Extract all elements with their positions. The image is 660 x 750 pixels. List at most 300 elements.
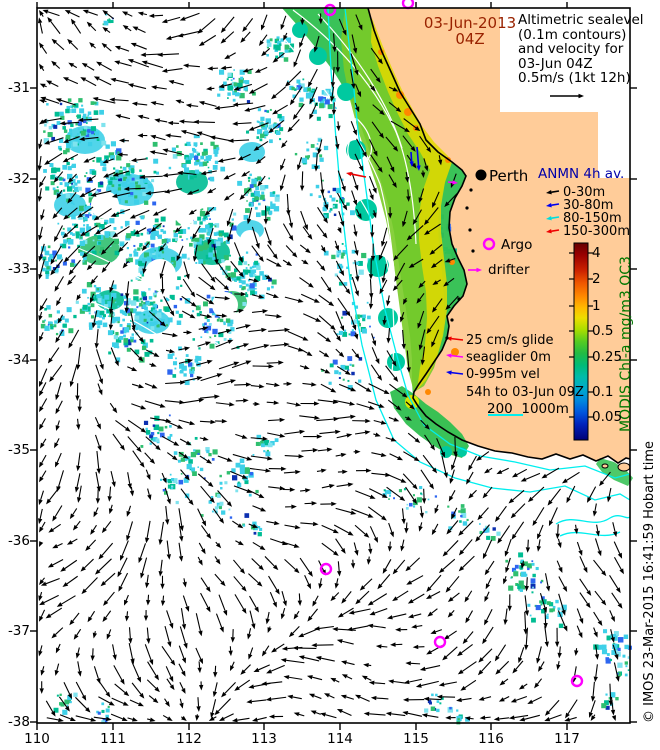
chlorophyll-speckle [167,369,172,374]
chlorophyll-speckle [84,217,88,221]
chlorophyll-speckle [242,302,246,306]
chlorophyll-speckle [175,241,177,243]
chlorophyll-speckle [243,524,245,526]
chlorophyll-speckle [257,176,261,180]
chlorophyll-speckle [54,320,57,323]
latitude-tick-label: -37 [7,623,30,639]
chlorophyll-speckle [197,453,199,455]
chlorophyll-speckle [319,158,323,162]
chlorophyll-speckle [413,505,415,507]
chlorophyll-speckle [349,364,351,366]
chlorophyll-dot [378,308,398,328]
chlorophyll-speckle [156,172,159,175]
chlorophyll-speckle [215,506,218,509]
chlorophyll-speckle [49,126,52,129]
chlorophyll-speckle [94,285,96,287]
chlorophyll-speckle [339,331,343,335]
chlorophyll-speckle [130,192,133,195]
chlorophyll-speckle [97,138,100,141]
chlorophyll-colorbar [574,243,588,440]
chlorophyll-speckle [240,77,243,80]
chlorophyll-speckle [84,126,88,130]
chlorophyll-speckle [176,501,179,504]
colorbar-tick-label: 0.25 [592,349,623,365]
chlorophyll-speckle [260,130,262,132]
chlorophyll-speckle [255,288,257,290]
chlorophyll-dot [175,205,195,225]
chlorophyll-speckle [276,131,280,135]
chlorophyll-speckle [492,527,495,530]
chlorophyll-speckle [51,322,53,324]
chlorophyll-speckle [245,292,247,294]
chlorophyll-speckle [117,306,119,308]
chlorophyll-speckle [202,228,207,233]
chlorophyll-speckle [223,82,227,86]
chlorophyll-speckle [447,506,449,508]
chlorophyll-speckle [369,326,371,328]
chlorophyll-speckle [190,374,193,377]
chlorophyll-speckle [176,145,179,148]
chlorophyll-speckle [268,127,270,129]
chlorophyll-speckle [79,108,84,113]
chlorophyll-speckle [246,284,249,287]
chlorophyll-speckle [605,694,607,696]
chlorophyll-speckle [240,465,245,470]
chlorophyll-speckle [224,255,229,260]
chlorophyll-speckle [420,493,422,495]
chlorophyll-speckle [208,167,210,169]
coastal-rock [465,206,468,209]
longitude-tick-label: 113 [251,731,277,747]
chlorophyll-speckle [194,175,197,178]
chlorophyll-speckle [624,635,628,639]
chlorophyll-speckle [117,151,119,153]
chlorophyll-speckle [425,511,427,513]
chlorophyll-speckle [219,233,222,236]
chlorophyll-speckle [146,428,148,430]
chlorophyll-speckle [267,206,269,208]
chlorophyll-speckle [307,88,311,92]
chlorophyll-speckle [81,131,86,136]
chlorophyll-speckle [110,177,113,180]
chlorophyll-speckle [86,172,88,174]
chlorophyll-speckle [189,144,191,146]
chlorophyll-speckle [48,245,51,248]
chlorophyll-speckle [112,314,115,317]
chlorophyll-speckle [461,508,466,513]
chlorophyll-speckle [160,300,162,302]
chlorophyll-speckle [389,495,391,497]
chlorophyll-speckle [53,125,57,129]
chlorophyll-speckle [131,280,133,282]
chlorophyll-speckle [163,225,165,227]
chlorophyll-speckle [118,184,121,187]
chlorophyll-speckle [540,581,542,583]
chlorophyll-speckle [260,185,265,190]
chlorophyll-speckle [153,424,155,426]
chlorophyll-speckle [267,39,270,42]
chlorophyll-speckle [120,183,123,186]
chlorophyll-speckle [152,255,156,259]
chlorophyll-speckle [154,171,157,174]
chlorophyll-speckle [60,112,64,116]
chlorophyll-speckle [233,69,235,71]
chlorophyll-speckle [42,320,45,323]
chlorophyll-speckle [267,287,270,290]
chlorophyll-speckle [134,200,139,205]
colorbar-tick-label: 2 [592,271,601,287]
chlorophyll-speckle [192,310,194,312]
chlorophyll-speckle [336,200,338,202]
chlorophyll-speckle [206,218,208,220]
chlorophyll-speckle [93,240,95,242]
chlorophyll-speckle [175,238,178,241]
chlorophyll-speckle [224,338,227,341]
chlorophyll-speckle [177,320,181,324]
chlorophyll-speckle [257,121,259,123]
chlorophyll-speckle [208,253,213,258]
chlorophyll-speckle [250,283,255,288]
chlorophyll-speckle [83,114,87,118]
chlorophyll-speckle [68,166,72,170]
chlorophyll-speckle [261,192,264,195]
chlorophyll-speckle [134,195,137,198]
chlorophyll-speckle [344,330,346,332]
chlorophyll-speckle [173,361,177,365]
chlorophyll-speckle [108,330,113,335]
chlorophyll-speckle [461,504,465,508]
chlorophyll-speckle [611,692,615,696]
chlorophyll-speckle [329,195,332,198]
chlorophyll-speckle [45,251,50,256]
chlorophyll-speckle [147,256,152,261]
chlorophyll-speckle [66,194,70,198]
chlorophyll-speckle [48,324,50,326]
chlorophyll-speckle [155,218,159,222]
chlorophyll-speckle [194,162,197,165]
chlorophyll-speckle [328,104,333,109]
island [602,464,608,468]
chlorophyll-speckle [57,695,59,697]
chlorophyll-speckle [252,266,254,268]
chlorophyll-speckle [199,305,201,307]
chlorophyll-speckle [62,244,67,249]
chlorophyll-speckle [221,259,224,262]
chlorophyll-speckle [216,147,219,150]
chlorophyll-speckle [258,532,262,536]
chlorophyll-speckle [266,110,269,113]
chlorophyll-speckle [98,242,101,245]
chlorophyll-speckle [130,182,135,187]
chlorophyll-speckle [79,206,84,211]
chlorophyll-speckle [147,229,149,231]
longitude-tick-label: 112 [176,731,202,747]
chlorophyll-speckle [84,175,86,177]
chlorophyll-speckle [46,103,48,105]
chlorophyll-speckle [209,323,212,326]
chlorophyll-speckle [161,217,166,222]
chlorophyll-speckle [328,191,330,193]
chlorophyll-speckle [246,131,249,134]
chlorophyll-speckle [97,235,101,239]
chlorophyll-speckle [210,177,215,182]
altimetric-legend-line: 03-Jun 04Z [518,55,593,72]
chlorophyll-speckle [153,142,158,147]
chlorophyll-speckle [66,148,70,152]
coastal-rock [471,249,474,252]
chlorophyll-speckle [224,481,227,484]
chlorophyll-speckle [207,215,209,217]
chlorophyll-speckle [515,565,519,569]
chlorophyll-speckle [275,438,279,442]
chlorophyll-speckle [311,144,315,148]
chlorophyll-speckle [350,210,355,215]
chlorophyll-speckle [67,186,72,191]
chlorophyll-speckle [628,669,630,671]
chlorophyll-speckle [172,147,176,151]
chlorophyll-speckle [174,305,177,308]
colorbar-tick-label: 1 [592,298,601,314]
chlorophyll-speckle [73,142,78,147]
chlorophyll-speckle [226,318,230,322]
chlorophyll-speckle [106,708,110,712]
chlorophyll-speckle [250,267,253,270]
chlorophyll-speckle [175,358,177,360]
chlorophyll-dot [123,138,147,162]
chlorophyll-speckle [186,157,189,160]
chlorophyll-speckle [108,187,110,189]
chlorophyll-speckle [317,143,319,145]
chlorophyll-speckle [622,655,625,658]
chlorophyll-speckle [91,303,95,307]
colorbar-tick-label: 0.05 [592,409,623,425]
chlorophyll-speckle [255,274,257,276]
perth-dot [476,170,487,181]
chlorophyll-speckle [193,449,195,451]
anmn-depth-label: 150-300m [563,224,630,239]
chlorophyll-speckle [310,193,313,196]
chlorophyll-speckle [83,224,85,226]
chlorophyll-speckle [115,302,117,304]
chlorophyll-speckle [213,449,218,454]
chlorophyll-speckle [269,139,273,143]
chlorophyll-speckle [168,317,173,322]
chlorophyll-speckle [384,489,386,491]
chlorophyll-speckle [361,253,366,258]
chlorophyll-speckle [148,315,150,317]
chlorophyll-speckle [43,169,47,173]
chlorophyll-speckle [268,178,270,180]
chlorophyll-speckle [353,262,355,264]
chlorophyll-speckle [527,604,530,607]
chlorophyll-speckle [214,232,218,236]
chlorophyll-speckle [185,143,187,145]
chlorophyll-speckle [272,279,277,284]
chlorophyll-speckle [61,232,65,236]
chlorophyll-speckle [212,511,214,513]
chlorophyll-speckle [220,167,225,172]
chlorophyll-speckle [68,246,70,248]
chlorophyll-speckle [299,97,303,101]
chlorophyll-speckle [332,198,336,202]
chlorophyll-speckle [190,237,193,240]
chlorophyll-speckle [95,131,99,135]
chlorophyll-speckle [71,183,73,185]
chlorophyll-speckle [249,174,251,176]
chlorophyll-speckle [60,103,62,105]
chlorophyll-speckle [87,297,89,299]
chlorophyll-speckle [607,653,610,656]
chlorophyll-speckle [356,262,359,265]
chlorophyll-speckle [467,519,469,521]
chlorophyll-speckle [247,100,250,103]
chlorophyll-speckle [245,208,250,213]
chlorophyll-speckle [126,233,131,238]
chlorophyll-speckle [213,165,218,170]
chlorophyll-speckle [227,471,230,474]
chlorophyll-speckle [184,275,186,277]
chlorophyll-speckle [207,233,210,236]
chlorophyll-speckle [341,256,344,259]
chlorophyll-speckle [154,231,159,236]
chlorophyll-speckle [97,288,99,290]
chlorophyll-speckle [270,201,272,203]
latitude-tick-label: -31 [7,80,30,96]
chlorophyll-speckle [70,701,72,703]
latitude-tick-label: -36 [7,533,30,549]
coastal-rock [468,228,471,231]
chlorophyll-speckle [108,315,110,317]
chlorophyll-speckle [49,314,53,318]
chlorophyll-speckle [247,270,250,273]
chlorophyll-speckle [239,285,242,288]
chlorophyll-speckle [247,289,250,292]
argo-float-marker [403,0,413,8]
chlorophyll-speckle [83,305,88,310]
chlorophyll-speckle [214,335,216,337]
chlorophyll-speckle [92,170,96,174]
chlorophyll-speckle [618,637,623,642]
chlorophyll-speckle [296,80,300,84]
chlorophyll-speckle [260,134,264,138]
chlorophyll-speckle [134,252,139,257]
chlorophyll-speckle [133,245,135,247]
chlorophyll-speckle [407,504,409,506]
chlorophyll-speckle [134,315,139,320]
chlorophyll-speckle [532,587,534,589]
chlorophyll-speckle [521,572,526,577]
chlorophyll-speckle [120,166,122,168]
chlorophyll-speckle [91,101,95,105]
chlorophyll-speckle [617,648,620,651]
chlorophyll-speckle [194,221,198,225]
longitude-tick-label: 111 [100,731,126,747]
chlorophyll-speckle [250,274,253,277]
chlorophyll-speckle [424,708,428,712]
chlorophyll-speckle [61,210,63,212]
chlorophyll-speckle [182,254,187,259]
chlorophyll-speckle [57,223,59,225]
chlorophyll-speckle [178,460,181,463]
chlorophyll-speckle [153,159,158,164]
chlorophyll-speckle [419,486,422,489]
chlorophyll-speckle [76,115,78,117]
chlorophyll-speckle [259,108,261,110]
anmn-legend-title: ANMN 4h av. [538,166,625,182]
chlorophyll-speckle [463,521,467,525]
chlorophyll-speckle [89,326,93,330]
chlorophyll-speckle [206,331,208,333]
chlorophyll-speckle [169,167,171,169]
chlorophyll-speckle [513,571,518,576]
chlorophyll-speckle [149,296,152,299]
chlorophyll-speckle [248,264,250,266]
chlorophyll-speckle [63,239,67,243]
chlorophyll-speckle [339,377,341,379]
chlorophyll-speckle [195,262,197,264]
chlorophyll-speckle [147,232,150,235]
chlorophyll-speckle [531,560,533,562]
chlorophyll-dot [70,265,90,285]
chlorophyll-speckle [360,315,363,318]
chlorophyll-speckle [151,179,154,182]
chlorophyll-speckle [100,181,103,184]
chlorophyll-speckle [82,289,87,294]
chlorophyll-speckle [220,502,224,506]
coastal-rock [469,188,472,191]
chlorophyll-speckle [104,21,109,26]
chlorophyll-speckle [69,129,72,132]
chlorophyll-speckle [245,467,250,472]
chlorophyll-speckle [86,224,88,226]
chlorophyll-speckle [518,552,523,557]
chlorophyll-speckle [233,99,236,102]
chlorophyll-speckle [214,225,216,227]
bathymetry-scale-label: 200 1000m [487,401,569,417]
drifter-legend-label: drifter [488,262,530,278]
chlorophyll-speckle [234,82,238,86]
chlorophyll-speckle [260,138,263,141]
chlorophyll-speckle [242,286,245,289]
chlorophyll-speckle [187,464,192,469]
chlorophyll-speckle [236,276,240,280]
chlorophyll-speckle [200,468,203,471]
chlorophyll-speckle [60,182,63,185]
chlorophyll-speckle [94,110,99,115]
chlorophyll-speckle [347,356,352,361]
chlorophyll-speckle [66,135,71,140]
glider-legend-extra: 54h to 03-Jun 09Z [466,385,584,400]
chlorophyll-speckle [89,312,91,314]
chlorophyll-speckle [270,109,272,111]
chlorophyll-speckle [393,497,395,499]
chlorophyll-speckle [329,382,332,385]
chlorophyll-speckle [555,600,558,603]
chlorophyll-speckle [602,645,607,650]
chlorophyll-speckle [271,286,274,289]
chlorophyll-speckle [120,324,123,327]
coastal-rock [457,297,460,300]
chlorophyll-speckle [153,301,155,303]
chlorophyll-speckle [125,224,127,226]
chlorophyll-speckle [68,98,72,102]
chlorophyll-speckle [111,141,116,146]
chlorophyll-speckle [169,414,171,416]
chlorophyll-speckle [346,202,349,205]
chlorophyll-speckle [295,153,297,155]
chlorophyll-speckle [65,319,69,323]
coastal-rock [445,336,448,339]
